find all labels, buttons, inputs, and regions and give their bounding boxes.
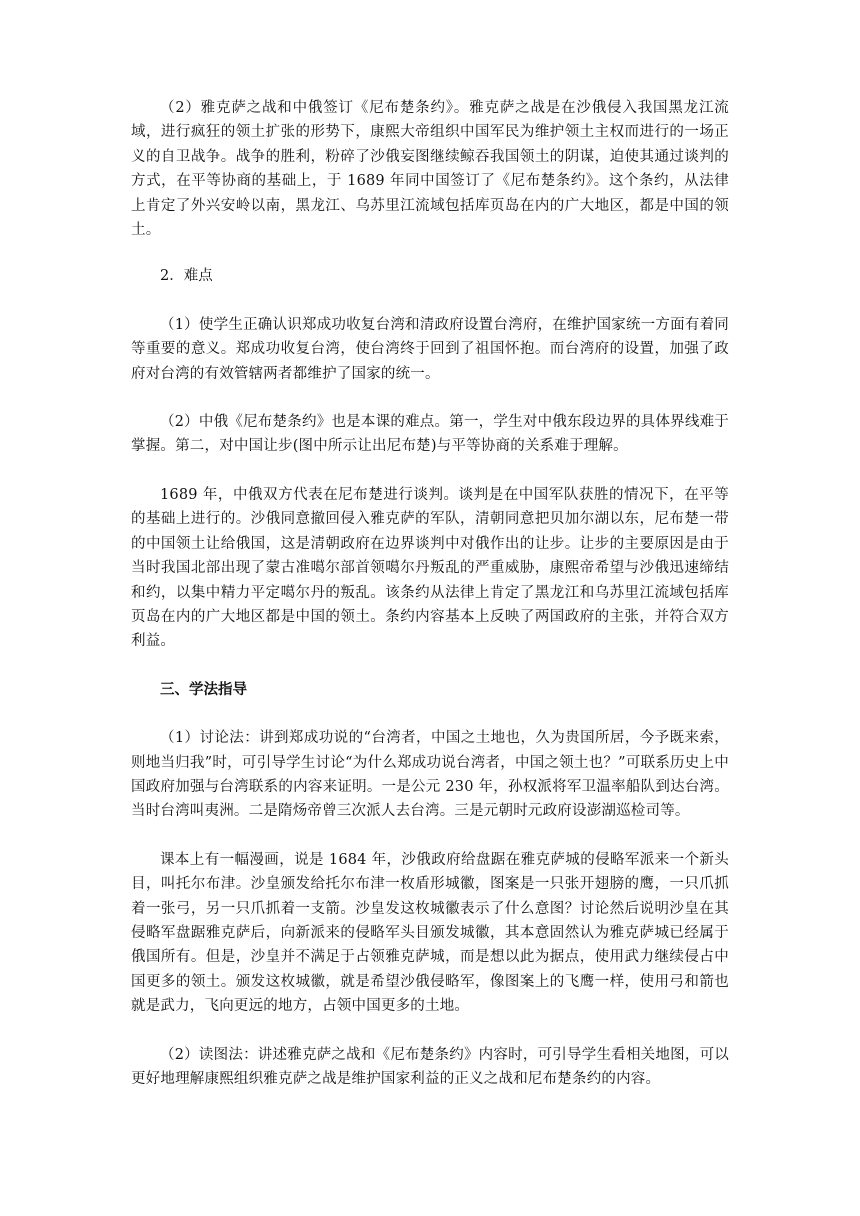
heading-study-methods: 三、学法指导 [160, 680, 247, 698]
paragraph-difficulty-1: （1）使学生正确认识郑成功收复台湾和清政府设置台湾府，在维护国家统一方面有着同等重要的意义。郑成功收复台湾，使台湾终于回到了祖国怀抱。而台湾府的设置，加强了政府对台湾的有效管辖两者都维护了国家的统一。 [131, 316, 729, 382]
paragraph-cartoon: 课本上有一幅漫画，说是 1684 年，沙俄政府给盘踞在雅克萨城的侵略军派来一个新头目，叫托尔布津。沙皇颁发给托尔布津一枚盾形城徽，图案是一只张开翅膀的鹰，一只爪抓着一张弓，另一只爪抓着一支箭。沙皇发这枚城徽表示了什么意图？讨论然后说明沙皇在其侵略军盘踞雅克萨后，向新派来的侵略军头目颁发城徽，其本意固然认为雅克萨城已经属于俄国所有。但是，沙皇并不满足于占领雅克萨城，而是想以此为据点，使用武力继续侵占中国更多的领土。颁发这枚城徽，就是希望沙俄侵略军，像图案上的飞鹰一样，使用弓和箭也就是武力，飞向更远的地方，占领中国更多的土地。 [131, 851, 729, 1015]
spacer [131, 289, 729, 313]
paragraph-difficulty-2: （2）中俄《尼布楚条约》也是本课的难点。第一，学生对中俄东段边界的具体界线难于掌握。第二，对中国让步(图中所示让出尼布楚)与平等协商的关系难于理解。 [131, 414, 729, 455]
paragraph-map-reading-method: （2）读图法：讲述雅克萨之战和《尼布楚条约》内容时，可引导学生看相关地图，可以更好地理解康熙组织雅克萨之战是维护国家利益的正义之战和尼布楚条约的内容。 [131, 1046, 729, 1087]
spacer [131, 386, 729, 410]
spacer [131, 1019, 729, 1043]
spacer [131, 459, 729, 483]
document-page [131, 96, 729, 1091]
heading-difficulties: 2．难点 [160, 268, 213, 285]
spacer [131, 654, 729, 678]
paragraph-negotiation-1689: 1689 年，中俄双方代表在尼布楚进行谈判。谈判是在中国军队获胜的情况下，在平等的基础上进行的。沙俄同意撤回侵入雅克萨的军队，清朝同意把贝加尔湖以东，尼布楚一带的中国领土让给俄国，这是清朝政府在边界谈判中对俄作出的让步。让步的主要原因是由于当时我国北部出现了蒙古准噶尔部首领噶尔丹叛乱的严重威胁，康熙帝希望与沙俄迅速缔结和约，以集中精力平定噶尔丹的叛乱。该条约从法律上肯定了黑龙江和乌苏里江流域包括库页岛在内的广大地区都是中国的领土。条约内容基本上反映了两国政府的主张，并符合双方利益。 [131, 486, 729, 650]
spacer [131, 242, 729, 264]
paragraph-discussion-method: （1）讨论法：讲到郑成功说的“台湾者，中国之土地也，久为贵国所居，今予既来索，则地当归我”时，可引导学生讨论“为什么郑成功说台湾者，中国之领土也？”可联系历史上中国政府加强与台湾联系的内容来证明。一是公元 230 年，孙权派将军卫温率船队到达台湾。当时台湾叫夷洲。二是隋炀帝曾三次派人去台湾。三是元朝时元政府设澎湖巡检司等。 [131, 730, 729, 820]
spacer [131, 702, 729, 726]
spacer [131, 824, 729, 848]
paragraph-yakesa-treaty: （2）雅克萨之战和中俄签订《尼布楚条约》。雅克萨之战是在沙俄侵入我国黑龙江流域，进行疯狂的领土扩张的形势下，康熙大帝组织中国军民为维护领土主权而进行的一场正义的自卫战争。战争的胜利，粉碎了沙俄妄图继续鲸吞我国领土的阴谋，迫使其通过谈判的方式，在平等协商的基础上，于 1689 年同中国签订了《尼布楚条约》。这个条约，从法律上肯定了外兴安岭以南，黑龙江、乌苏里江流域包括库页岛在内的广大地区，都是中国的领土。 [131, 100, 729, 239]
